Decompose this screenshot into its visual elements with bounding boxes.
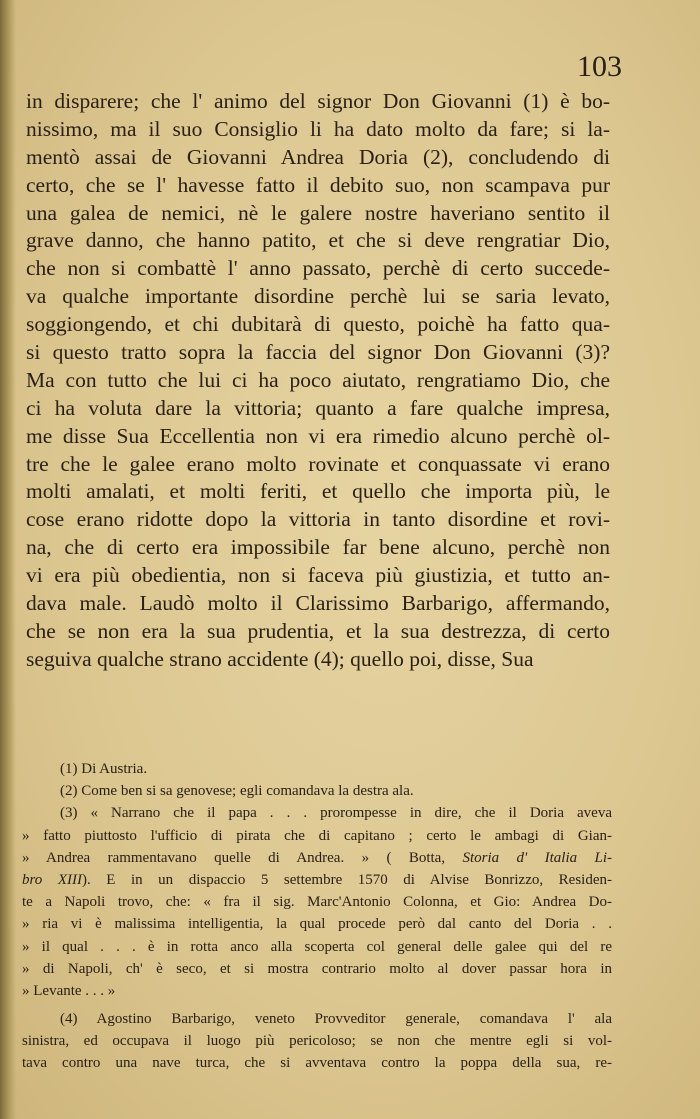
text-line: ci ha voluta dare la vittoria; quanto a fare qualche impresa, [26,395,610,420]
footnote-3-line: te a Napoli trovo, che: « fra il sig. Marc'Antonio Colonna, et Gio: Andrea Do- [22,894,612,911]
text-line: Ma con tutto che lui ci ha poco aiutato, rengratiamo Dio, che [26,367,610,392]
text-line: si questo tratto sopra la faccia del signor Don Giovanni (3)? [26,340,610,365]
footnote-1: (1) Di Austria. [60,761,148,777]
footnote-3-line: » di Napoli, ch' è seco, et si mostra contrario molto al dover passar hora in [22,960,612,977]
text-line: seguiva qualche strano accidente (4); quello poi, disse, Sua [26,646,534,671]
text-line: mentò assai de Giovanni Andrea Doria (2), concludendo di [26,144,610,169]
text-line: vi era più obedientia, non si faceva più giustizia, et tutto an- [26,563,610,588]
main-text-block [26,88,610,674]
footnote-4-line: sinistra, ed occupava il luogo più pericoloso; se non che mentre egli si vol- [22,1033,612,1050]
footnote-2: (2) Come ben si sa genovese; egli comandava la destra ala. [60,783,414,800]
text-line: che se non era la sua prudentia, et la sua destrezza, di certo [26,618,610,643]
text-line: me disse Sua Eccellentia non vi era rimedio alcuno perchè ol- [26,423,610,448]
text-line: cose erano ridotte dopo la vittoria in tanto disordine et rovi- [26,507,610,532]
text-line: che non si combattè l' anno passato, perchè di certo succede- [26,256,610,281]
footnote-4-line: (4) Agostino Barbarigo, veneto Provveditor generale, comandava l' ala [60,1011,612,1028]
footnotes [22,758,612,1075]
footnote-4-line: tava contro una nave turca, che si avventava contro la poppa della sua, re- [22,1055,612,1072]
text-line: na, che di certo era impossibile far bene alcuno, perchè non [26,535,610,560]
footnote-3-text: ). E in un dispaccio 5 settembre 1570 di Alvise Bonrizzo, Residen- [81,871,612,888]
footnote-3-line: » il qual . . . è in rotta anco alla scoperta col general delle galee qui del re [22,938,612,955]
footnote-3-line: » ria vi è malissima intelligentia, la qual procede però dal canto del Doria . . [22,916,612,933]
text-line: tre che le galee erano molto rovinate et conquassate vi erano [26,451,610,476]
text-line: va qualche importante disordine perchè lui se saria levato, [26,284,610,309]
footnote-3-line: » Levante . . . » [22,982,116,999]
page-number: 103 [577,50,622,83]
text-line: grave danno, che hanno patito, et che si deve rengratiar Dio, [26,228,610,253]
text-line: dava male. Laudò molto il Clarissimo Barbarigo, affermando, [26,591,610,616]
footnote-3-line [22,847,612,869]
text-line: certo, che se l' havesse fatto il debito suo, non scampava pur [26,172,610,197]
footnote-3-text: » Andrea rammentavano quelle di Andrea. » ( Botta, [22,849,446,866]
text-line: in disparere; che l' animo del signor Don Giovanni (1) è bo- [26,89,610,113]
footnote-3-italic-title: Storia d' Italia Li- [462,849,612,866]
text-line: molti amalati, et molti feriti, et quello che importa più, le [26,479,610,504]
footnote-3-italic-title: bro XIII [22,871,82,888]
text-line: nissimo, ma il suo Consiglio li ha dato molto da fare; si la- [26,116,610,141]
footnote-3-line: (3) « Narrano che il papa . . . prorompesse in dire, che il Doria aveva [60,805,612,822]
book-spine-shadow [0,0,16,1119]
text-line: soggiongendo, et chi dubitarà di questo, poichè ha fatto qua- [26,312,610,337]
footnote-3-line [22,869,612,891]
text-line: una galea de nemici, nè le galere nostre haveriano sentito il [26,200,610,225]
footnote-3-line: » fatto piuttosto l'ufficio di pirata che di capitano ; certo le ambagi di Gian- [22,827,612,844]
